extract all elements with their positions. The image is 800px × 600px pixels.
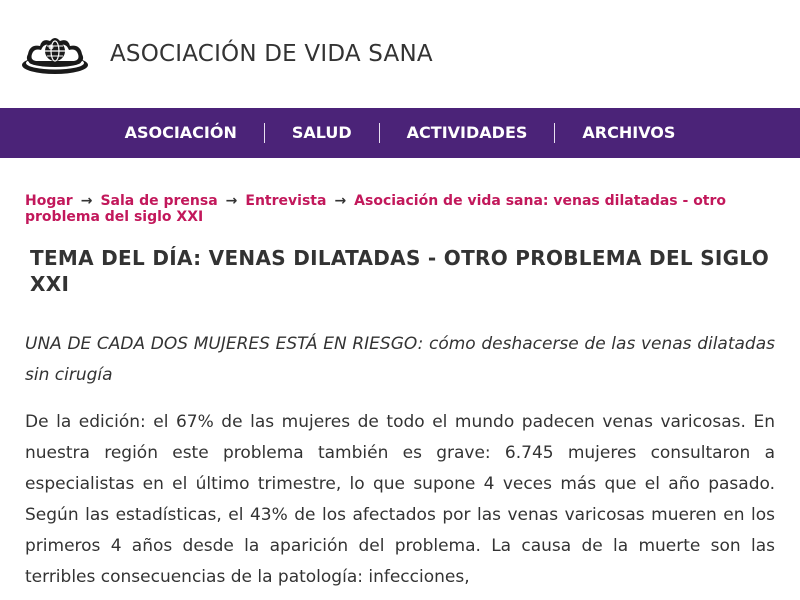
globe-flower-logo-icon[interactable] [20,32,90,76]
nav-item-actividades[interactable]: ACTIVIDADES [406,123,528,142]
breadcrumb-link-sala-de-prensa[interactable]: Sala de prensa [100,193,218,209]
breadcrumb-current-page[interactable]: Asociación de vida sana: venas dilatadas - otro problema del siglo XXI [25,193,727,225]
site-header [0,0,800,108]
nav-item-archivos[interactable]: ARCHIVOS [582,123,676,142]
page-title: TEMA DEL DÍA: VENAS DILATADAS - OTRO PROBLEMA DEL SIGLO XXI [30,246,770,296]
breadcrumb-link-hogar[interactable]: Hogar [25,193,73,209]
breadcrumb-arrow-icon: → [225,193,238,209]
main-nav [0,108,800,158]
breadcrumb-arrow-icon: → [334,193,347,209]
nav-item-salud[interactable]: SALUD [291,123,352,142]
site-title[interactable]: ASOCIACIÓN DE VIDA SANA [110,41,433,67]
breadcrumb-arrow-icon: → [80,193,93,209]
breadcrumb [25,193,775,225]
article-lead: UNA DE CADA DOS MUJERES ESTÁ EN RIESGO: cómo deshacerse de las venas dilatadas sin cirugía [25,334,775,385]
nav-item-asociacion[interactable]: ASOCIACIÓN [124,123,237,142]
article-paragraph: De la edición: el 67% de las mujeres de todo el mundo padecen venas varicosas. En nuestra región este problema también es grave: 6.745 mujeres consultaron a especialistas en el último trimestre, lo que supone 4 veces más que el año pasado. Según las estadísticas, el 43% de los afectados por las venas varicosas mueren en los primeros 4 años desde la aparición del problema. La causa de la muerte son las terribles consecuencias de la patología: infecciones, [25,412,775,587]
breadcrumb-link-entrevista[interactable]: Entrevista [245,193,327,209]
